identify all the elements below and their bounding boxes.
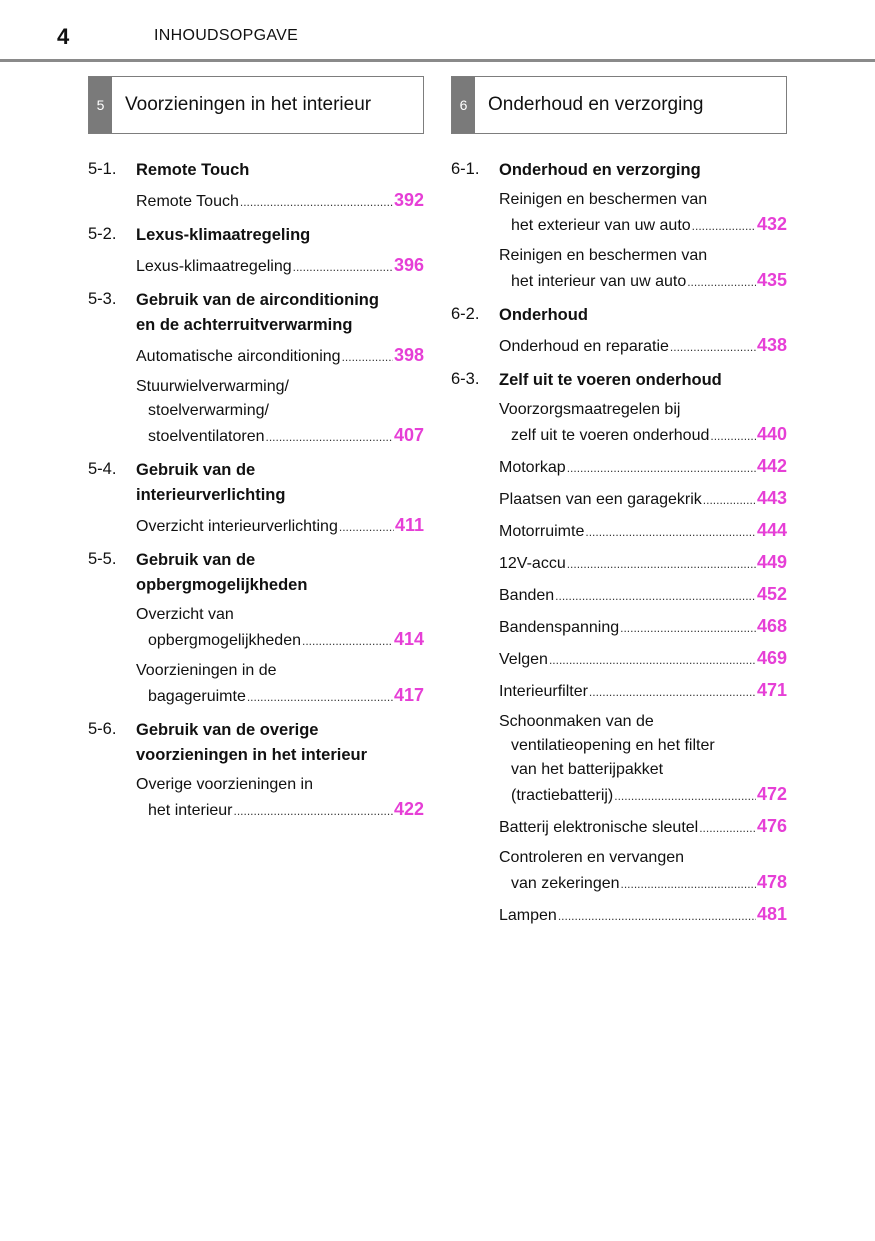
page-number-link[interactable]: 435 [756,270,787,290]
toc-entry-line [136,513,424,539]
toc-entry[interactable] [136,253,424,279]
toc-entry-text: stoelventilatoren [148,428,265,445]
toc-entry-line [499,454,787,480]
toc-entry-line [136,423,424,449]
toc-column-right [451,76,787,936]
toc-entry-text: Bandenspanning [499,619,620,636]
subsection-title: Gebruik van de [136,461,256,479]
page-number-link[interactable]: 438 [756,335,787,355]
leader-dots [692,214,756,238]
toc-entry[interactable] [499,188,787,238]
toc-entry[interactable] [499,582,787,608]
subsection-title: Onderhoud [499,306,588,324]
subsection-title: interieurverlichting [136,486,286,504]
toc-entry-text: van het batterijpakket [511,761,664,778]
section-title: Voorzieningen in het interieur [125,94,372,115]
toc-entry-line [499,646,787,672]
leader-dots [703,488,756,512]
page-number-link[interactable]: 444 [756,520,787,540]
page-number-link[interactable]: 449 [756,552,787,572]
toc-entry-text: Reinigen en beschermen van [499,247,708,264]
toc-entry-line [499,333,787,359]
toc-entry-line [499,614,787,640]
page-number-link[interactable]: 481 [756,904,787,924]
subsection-title: Zelf uit te voeren onderhoud [499,371,722,389]
leader-dots [549,648,756,672]
leader-dots [710,424,756,448]
leader-dots [555,584,756,608]
toc-subsection [88,157,424,214]
toc-entry-text: Overige voorzieningen in [136,776,313,793]
toc-entry[interactable] [499,244,787,294]
page-number-link[interactable]: 471 [756,680,787,700]
page-number-link[interactable]: 440 [756,424,787,444]
section-header [451,76,787,134]
subsection-title: Onderhoud en verzorging [499,161,701,179]
leader-dots [293,255,393,279]
toc-entry[interactable] [499,454,787,480]
toc-entry-text: Automatische airconditioning [136,348,341,365]
toc-entry-text: Controleren en vervangen [499,849,685,866]
leader-dots [234,799,393,823]
subsection-number: 5-5. [88,550,117,568]
toc-entry-line [136,683,424,709]
page-number-link[interactable]: 422 [393,799,424,819]
toc-entry-line [499,518,787,544]
page-number-link[interactable]: 432 [756,214,787,234]
page-number-link[interactable]: 407 [393,425,424,445]
toc-subsection [88,222,424,279]
toc-entry[interactable] [499,846,787,896]
leader-dots [567,552,756,576]
subsection-number: 5-6. [88,720,117,738]
page-number-link[interactable]: 452 [756,584,787,604]
toc-entry-text: Overzicht van [136,606,234,623]
toc-entry-line [499,782,787,808]
toc-entry-text: (tractiebatterij) [511,787,614,804]
toc-entry-line [499,212,787,238]
subsection-title: Gebruik van de airconditioning [136,291,379,309]
leader-dots [620,616,756,640]
leader-dots [585,520,756,544]
toc-entries [136,603,424,709]
toc-entry-text: Schoonmaken van de [499,713,654,730]
subsection-number: 6-2. [451,305,480,323]
subsection-title: Gebruik van de [136,551,256,569]
toc-entries [136,513,424,539]
subsection-number: 6-1. [451,160,480,178]
toc-entry-line [136,343,424,369]
page-number-link[interactable]: 468 [756,616,787,636]
subsection-number: 5-1. [88,160,117,178]
page-number-link[interactable]: 476 [756,816,787,836]
toc-entries [136,188,424,214]
toc-column-left [88,76,424,831]
toc-subsection [88,547,424,709]
toc-entry[interactable] [499,550,787,576]
leader-dots [614,784,756,808]
toc-entry[interactable] [499,398,787,448]
toc-entry-text: het interieur [148,802,233,819]
header-rule [0,59,875,62]
subsection-title: Remote Touch [136,161,250,179]
toc-subsection [88,717,424,823]
leader-dots [558,904,756,928]
toc-entry-text: Remote Touch [136,193,239,210]
page-header [0,0,875,62]
toc-subsection [451,367,787,928]
toc-entry-text: Velgen [499,651,548,668]
leader-dots [342,345,393,369]
toc-entry-text: Voorzieningen in de [136,662,277,679]
subsection-title: en de achterruitverwarming [136,316,353,334]
toc-entry-line [499,902,787,928]
toc-entry-line [136,188,424,214]
section-title: Onderhoud en verzorging [488,94,704,115]
toc-entry-text: Reinigen en beschermen van [499,191,708,208]
page-number-link[interactable]: 443 [756,488,787,508]
subsection-title: Lexus-klimaatregeling [136,226,311,244]
header-title: INHOUDSOPGAVE [154,27,299,44]
toc-entry-text: 12V-accu [499,555,566,572]
leader-dots [687,270,756,294]
subsection-number: 5-4. [88,460,117,478]
leader-dots [567,456,756,480]
toc-entry[interactable] [136,773,424,823]
toc-entries [136,253,424,279]
page-number-link[interactable]: 398 [393,345,424,365]
toc-entry[interactable] [136,343,424,369]
toc-entry[interactable] [499,814,787,840]
subsection-title: voorzieningen in het interieur [136,746,368,764]
toc-entry-text: Motorkap [499,459,566,476]
toc-entry[interactable] [136,513,424,539]
toc-subsection [451,302,787,359]
toc-entry-text: Motorruimte [499,523,585,540]
toc-subsection [451,157,787,294]
page-number-link[interactable]: 442 [756,456,787,476]
toc-entry[interactable] [499,678,787,704]
toc-entry-text: het exterieur van uw auto [511,217,691,234]
leader-dots [339,515,394,539]
toc-entry-text: Plaatsen van een garagekrik [499,491,702,508]
toc-entry-text: van zekeringen [511,875,620,892]
toc-entry-text: stoelverwarming/ [148,402,269,419]
toc-entry-text: zelf uit te voeren onderhoud [511,427,710,444]
toc-entry-line [499,678,787,704]
toc-entry-text: ventilatieopening en het filter [511,737,715,754]
toc-entry-text: Lexus-klimaatregeling [136,258,292,275]
leader-dots [240,190,393,214]
toc-entry-line [499,814,787,840]
toc-entry[interactable] [136,603,424,653]
page-number-link[interactable]: 396 [393,255,424,275]
toc-entry[interactable] [499,710,787,808]
toc-entry[interactable] [499,518,787,544]
toc-entry-line [499,486,787,512]
toc-entry-text: Interieurfilter [499,683,588,700]
toc-entries [499,188,787,294]
toc-entry-line [499,870,787,896]
toc-entry[interactable] [499,486,787,512]
toc-entry[interactable] [136,659,424,709]
toc-entries [136,773,424,823]
page-number: 4 [57,24,70,49]
subsection-number: 6-3. [451,370,480,388]
toc-entry-line [499,550,787,576]
leader-dots [247,685,393,709]
toc-entry-line [499,422,787,448]
page-number-link[interactable]: 411 [394,515,424,535]
toc-entry[interactable] [499,902,787,928]
toc-entry[interactable] [499,646,787,672]
toc-entry-text: Voorzorgsmaatregelen bij [499,401,681,418]
toc-entry-line [136,797,424,823]
subsection-number: 5-3. [88,290,117,308]
toc-entry[interactable] [136,188,424,214]
toc-entry-line [136,627,424,653]
subsection-number: 5-2. [88,225,117,243]
toc-entry-text: Stuurwielverwarming/ [136,378,289,395]
toc-subsection [88,457,424,539]
toc-entry-text: Lampen [499,907,557,924]
leader-dots [589,680,756,704]
toc-entry[interactable] [499,333,787,359]
toc-entries [136,343,424,449]
section-number: 6 [452,77,475,133]
toc-entry-text: Batterij elektronische sleutel [499,819,699,836]
toc-entry-line [499,582,787,608]
page-number-link[interactable]: 478 [756,872,787,892]
page-number-link[interactable]: 417 [393,685,424,705]
section-number: 5 [89,77,112,133]
leader-dots [266,425,393,449]
toc-entry-text: het interieur van uw auto [511,273,687,290]
toc-entry-line [136,253,424,279]
section-header [88,76,424,134]
toc-entries [499,333,787,359]
leader-dots [302,629,393,653]
toc-entry-text: Banden [499,587,555,604]
leader-dots [670,335,756,359]
toc-entry-text: Overzicht interieurverlichting [136,518,338,535]
subsection-title: Gebruik van de overige [136,721,319,739]
page-number-link[interactable]: 469 [756,648,787,668]
toc-entry-text: Onderhoud en reparatie [499,338,669,355]
toc-entry-line [499,268,787,294]
page-number-link[interactable]: 414 [393,629,424,649]
leader-dots [621,872,756,896]
subsection-title: opbergmogelijkheden [136,576,308,594]
toc-entry[interactable] [499,614,787,640]
toc-entry[interactable] [136,375,424,449]
toc-entry-text: bagageruimte [148,688,246,705]
toc-entry-text: opbergmogelijkheden [148,632,301,649]
toc-subsection [88,287,424,449]
page-number-link[interactable]: 392 [393,190,424,210]
leader-dots [699,816,756,840]
toc-entries [499,398,787,928]
page-number-link[interactable]: 472 [756,784,787,804]
